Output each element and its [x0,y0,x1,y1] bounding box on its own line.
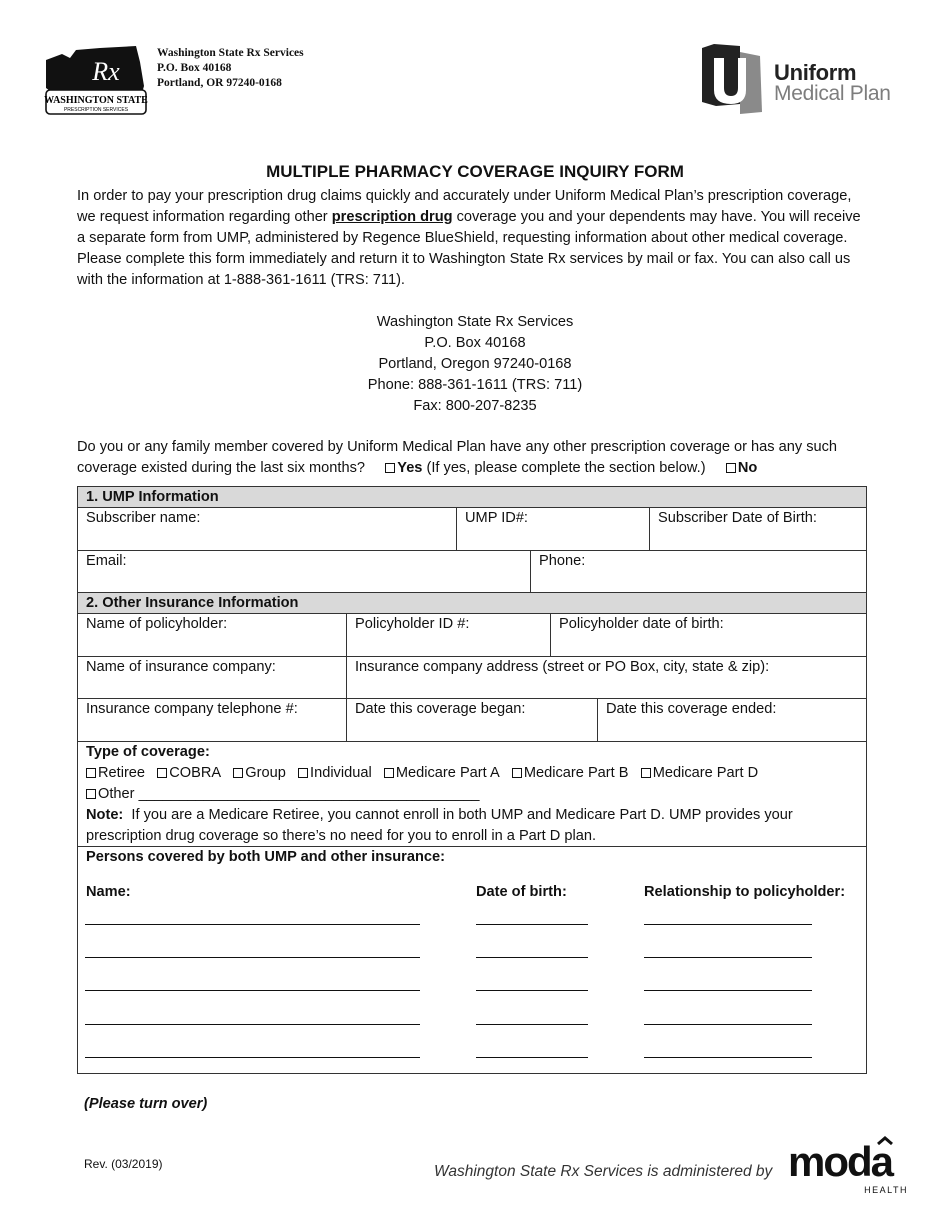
col-dob-header: Date of birth: [476,884,567,900]
ump-logo-line1: Uniform [774,60,857,85]
group-checkbox[interactable] [233,768,243,778]
relationship-line[interactable] [644,1057,812,1058]
question-text: Do you or any family member covered by Uniform Medical Plan have any other prescription coverage or has any such coverage existed during the last six months? [77,439,838,476]
intro-paragraph [77,186,867,291]
contact-box: P.O. Box 40168 [424,335,526,351]
moda-health-text: HEALTH [864,1185,908,1195]
other-label: Other [98,786,135,802]
other-blank[interactable]: __________________________________________ [138,786,480,802]
moda-health-logo [788,1136,910,1196]
other-option [86,784,858,805]
subscriber-name-field[interactable]: Subscriber name: [77,507,457,551]
revision-date: Rev. (03/2019) [84,1157,163,1171]
option-label: COBRA [169,765,222,781]
email-field[interactable]: Email: [77,550,531,593]
washington-state-rx-logo [40,42,152,122]
option-label: Medicare Part B [523,765,629,781]
name-line[interactable] [85,957,420,958]
name-line[interactable] [85,1024,420,1025]
wsrx-logo-text: WASHINGTON STATE [44,95,148,106]
dob-line[interactable] [476,957,588,958]
policyholder-dob-field[interactable]: Policyholder date of birth: [550,613,867,657]
policyholder-name-field[interactable]: Name of policyholder: [77,613,347,657]
address-line: P.O. Box 40168 [157,62,232,74]
ump-id-field[interactable]: UMP ID#: [456,507,650,551]
no-label: No [737,460,758,476]
persons-covered-title: Persons covered by both UMP and other insurance: [86,849,445,865]
wsrx-header-address [157,46,304,91]
no-checkbox[interactable] [726,463,736,473]
dob-line[interactable] [476,1024,588,1025]
option-label: Retiree [98,765,146,781]
address-line: Portland, OR 97240-0168 [157,77,282,89]
intro-text: coverage you and your dependents may have. You will receive a separate form from UMP, administered by Regence BlueShield, requesting information about other medical coverage. Please complete this form immediately and return it to Washington State Rx services by mail or fax. You can also call us with the information at 1-888-361-1611 (TRS: 711). [77,209,861,288]
name-line[interactable] [85,990,420,991]
administered-by-text: Washington State Rx Services is administered by [434,1163,773,1180]
intro-text: In order to pay your prescription drug claims quickly and accurately under Uniform Medical Plan’s prescription coverage, we request information regarding other [77,188,852,225]
subscriber-dob-field[interactable]: Subscriber Date of Birth: [649,507,867,551]
insurance-phone-field[interactable]: Insurance company telephone #: [77,698,347,742]
contact-phone: Phone: 888-361-1611 (TRS: 711) [367,377,583,393]
phone-field[interactable]: Phone: [530,550,867,593]
section1-header: 1. UMP Information [77,486,867,508]
contact-name: Washington State Rx Services [376,314,574,330]
policyholder-id-field[interactable]: Policyholder ID #: [346,613,551,657]
dob-line[interactable] [476,990,588,991]
contact-fax: Fax: 800-207-8235 [413,398,537,414]
relationship-line[interactable] [644,990,812,991]
coverage-ended-field[interactable]: Date this coverage ended: [597,698,867,742]
yes-label: Yes [397,460,423,476]
svg-text:Rx: Rx [92,57,120,86]
coverage-type-label: Type of coverage: [86,744,210,760]
col-name-header: Name: [86,884,131,900]
other-checkbox[interactable] [86,789,96,799]
name-line[interactable] [85,924,420,925]
relationship-line[interactable] [644,1024,812,1025]
col-relationship-header: Relationship to policyholder: [644,884,846,900]
coverage-question [77,437,877,479]
section2-header: 2. Other Insurance Information [77,592,867,614]
dob-line[interactable] [476,924,588,925]
contact-block [0,312,950,417]
option-label: Medicare Part D [652,765,759,781]
medicare-d-checkbox[interactable] [641,768,651,778]
insurance-address-field[interactable]: Insurance company address (street or PO Box, city, state & zip): [346,656,867,699]
cobra-checkbox[interactable] [157,768,167,778]
yes-checkbox[interactable] [385,463,395,473]
coverage-began-field[interactable]: Date this coverage began: [346,698,598,742]
relationship-line[interactable] [644,957,812,958]
form-title: MULTIPLE PHARMACY COVERAGE INQUIRY FORM [266,162,684,181]
medicare-note [86,805,858,847]
medicare-a-checkbox[interactable] [384,768,394,778]
contact-city: Portland, Oregon 97240-0168 [378,356,572,372]
name-line[interactable] [85,1057,420,1058]
yes-note: (If yes, please complete the section below.) [426,460,706,476]
ump-logo-line2: Medical Plan [774,82,891,105]
please-turn-over: (Please turn over) [84,1096,208,1112]
individual-checkbox[interactable] [298,768,308,778]
note-text: If you are a Medicare Retiree, you cannot enroll in both UMP and Medicare Part D. UMP provides your prescription drug coverage so there’s no need for you to enroll in a Part D plan. [86,807,793,844]
medicare-b-checkbox[interactable] [512,768,522,778]
wsrx-logo-subtext: PRESCRIPTION SERVICES [63,107,129,113]
coverage-type-block [77,741,867,847]
option-label: Medicare Part A [395,765,500,781]
retiree-checkbox[interactable] [86,768,96,778]
moda-wordmark: moda [788,1138,893,1185]
insurance-company-field[interactable]: Name of insurance company: [77,656,347,699]
option-label: Group [245,765,286,781]
note-label: Note: [86,807,124,823]
intro-emphasis: prescription drug [331,209,453,225]
dob-line[interactable] [476,1057,588,1058]
relationship-line[interactable] [644,924,812,925]
address-line: Washington State Rx Services [157,47,304,59]
option-label: Individual [310,765,372,781]
coverage-type-options [86,763,858,784]
